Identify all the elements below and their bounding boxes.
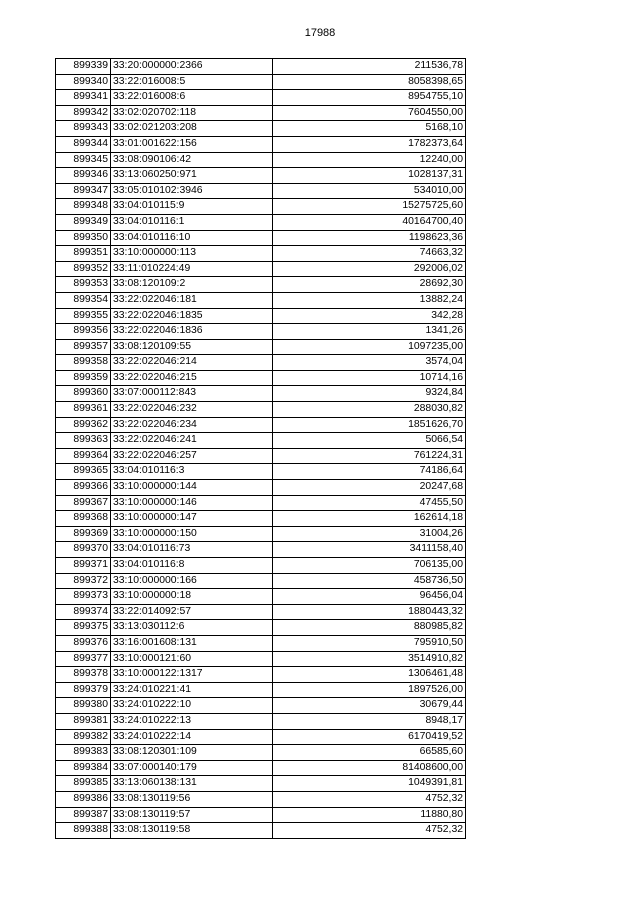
amount-cell: 4752,32: [273, 823, 466, 839]
row-id-cell: 899345: [56, 152, 111, 168]
row-id-cell: 899378: [56, 667, 111, 683]
row-id-cell: 899388: [56, 823, 111, 839]
amount-cell: 1028137,31: [273, 168, 466, 184]
table-row: [56, 480, 466, 496]
cadastral-code-cell: 33:22:022046:232: [111, 402, 273, 418]
cadastral-code-cell: 33:13:030112:6: [111, 620, 273, 636]
cadastral-code-cell: 33:04:010116:10: [111, 230, 273, 246]
table-row: [56, 542, 466, 558]
row-id-cell: 899361: [56, 402, 111, 418]
table-row: [56, 558, 466, 574]
cadastral-code-cell: 33:24:010222:13: [111, 713, 273, 729]
amount-cell: 1097235,00: [273, 339, 466, 355]
amount-cell: 288030,82: [273, 402, 466, 418]
row-id-cell: 899373: [56, 589, 111, 605]
row-id-cell: 899355: [56, 308, 111, 324]
amount-cell: 458736,50: [273, 573, 466, 589]
table-row: [56, 152, 466, 168]
cadastral-code-cell: 33:22:022046:215: [111, 370, 273, 386]
table-row: [56, 59, 466, 75]
amount-cell: 4752,32: [273, 791, 466, 807]
cadastral-code-cell: 33:22:016008:5: [111, 74, 273, 90]
row-id-cell: 899343: [56, 121, 111, 137]
table-row: [56, 214, 466, 230]
row-id-cell: 899352: [56, 261, 111, 277]
table-row: [56, 464, 466, 480]
table-row: [56, 402, 466, 418]
cadastral-code-cell: 33:22:014092:57: [111, 604, 273, 620]
cadastral-code-cell: 33:22:022046:1836: [111, 324, 273, 340]
amount-cell: 3514910,82: [273, 651, 466, 667]
table-row: [56, 713, 466, 729]
amount-cell: 7604550,00: [273, 105, 466, 121]
amount-cell: 211536,78: [273, 59, 466, 75]
cadastral-code-cell: 33:13:060138:131: [111, 776, 273, 792]
row-id-cell: 899357: [56, 339, 111, 355]
table-row: [56, 246, 466, 262]
table-row: [56, 121, 466, 137]
cadastral-code-cell: 33:02:020702:118: [111, 105, 273, 121]
table-row: [56, 776, 466, 792]
cadastral-code-cell: 33:07:000112:843: [111, 386, 273, 402]
cadastral-code-cell: 33:10:000000:18: [111, 589, 273, 605]
row-id-cell: 899375: [56, 620, 111, 636]
amount-cell: 13882,24: [273, 292, 466, 308]
row-id-cell: 899383: [56, 745, 111, 761]
row-id-cell: 899366: [56, 480, 111, 496]
cadastral-code-cell: 33:04:010116:3: [111, 464, 273, 480]
cadastral-code-cell: 33:11:010224:49: [111, 261, 273, 277]
cadastral-code-cell: 33:22:016008:6: [111, 90, 273, 106]
amount-cell: 1897526,00: [273, 682, 466, 698]
row-id-cell: 899364: [56, 448, 111, 464]
row-id-cell: 899382: [56, 729, 111, 745]
table-row: [56, 105, 466, 121]
table-row: [56, 183, 466, 199]
amount-cell: 30679,44: [273, 698, 466, 714]
row-id-cell: 899385: [56, 776, 111, 792]
cadastral-code-cell: 33:22:022046:181: [111, 292, 273, 308]
amount-cell: 81408600,00: [273, 760, 466, 776]
cadastral-code-cell: 33:04:010116:8: [111, 558, 273, 574]
amount-cell: 1198623,36: [273, 230, 466, 246]
amount-cell: 534010,00: [273, 183, 466, 199]
row-id-cell: 899356: [56, 324, 111, 340]
row-id-cell: 899348: [56, 199, 111, 215]
table-row: [56, 620, 466, 636]
table-row: [56, 370, 466, 386]
table-row: [56, 573, 466, 589]
amount-cell: 15275725,60: [273, 199, 466, 215]
amount-cell: 31004,26: [273, 526, 466, 542]
amount-cell: 9324,84: [273, 386, 466, 402]
cadastral-code-cell: 33:24:010222:14: [111, 729, 273, 745]
amount-cell: 292006,02: [273, 261, 466, 277]
table-row: [56, 74, 466, 90]
amount-cell: 706135,00: [273, 558, 466, 574]
table-row: [56, 230, 466, 246]
table-row: [56, 448, 466, 464]
cadastral-code-cell: 33:02:021203:208: [111, 121, 273, 137]
row-id-cell: 899340: [56, 74, 111, 90]
cadastral-code-cell: 33:08:130119:57: [111, 807, 273, 823]
row-id-cell: 899377: [56, 651, 111, 667]
row-id-cell: 899354: [56, 292, 111, 308]
cadastral-code-cell: 33:24:010221:41: [111, 682, 273, 698]
amount-cell: 342,28: [273, 308, 466, 324]
amount-cell: 795910,50: [273, 635, 466, 651]
amount-cell: 74186,64: [273, 464, 466, 480]
table-row: [56, 682, 466, 698]
table-row: [56, 745, 466, 761]
row-id-cell: 899363: [56, 433, 111, 449]
table-row: [56, 386, 466, 402]
amount-cell: 162614,18: [273, 511, 466, 527]
cadastral-code-cell: 33:10:000000:113: [111, 246, 273, 262]
row-id-cell: 899372: [56, 573, 111, 589]
row-id-cell: 899370: [56, 542, 111, 558]
amount-cell: 10714,16: [273, 370, 466, 386]
table-row: [56, 698, 466, 714]
cadastral-code-cell: 33:10:000000:147: [111, 511, 273, 527]
cadastral-code-cell: 33:10:000000:150: [111, 526, 273, 542]
row-id-cell: 899369: [56, 526, 111, 542]
table-row: [56, 823, 466, 839]
cadastral-code-cell: 33:04:010116:73: [111, 542, 273, 558]
row-id-cell: 899371: [56, 558, 111, 574]
amount-cell: 880985,82: [273, 620, 466, 636]
row-id-cell: 899384: [56, 760, 111, 776]
cadastral-code-cell: 33:08:130119:58: [111, 823, 273, 839]
row-id-cell: 899379: [56, 682, 111, 698]
cadastral-code-cell: 33:22:022046:257: [111, 448, 273, 464]
table-row: [56, 807, 466, 823]
amount-cell: 5066,54: [273, 433, 466, 449]
cadastral-code-cell: 33:01:001622:156: [111, 136, 273, 152]
amount-cell: 1880443,32: [273, 604, 466, 620]
table-row: [56, 635, 466, 651]
row-id-cell: 899360: [56, 386, 111, 402]
amount-cell: 3574,04: [273, 355, 466, 371]
amount-cell: 8948,17: [273, 713, 466, 729]
table-row: [56, 136, 466, 152]
table-row: [56, 526, 466, 542]
table-row: [56, 760, 466, 776]
amount-cell: 20247,68: [273, 480, 466, 496]
row-id-cell: 899368: [56, 511, 111, 527]
amount-cell: 6170419,52: [273, 729, 466, 745]
cadastral-code-cell: 33:22:022046:1835: [111, 308, 273, 324]
table-row: [56, 277, 466, 293]
row-id-cell: 899376: [56, 635, 111, 651]
table-row: [56, 729, 466, 745]
row-id-cell: 899344: [56, 136, 111, 152]
amount-cell: 1782373,64: [273, 136, 466, 152]
row-id-cell: 899339: [56, 59, 111, 75]
table-row: [56, 261, 466, 277]
row-id-cell: 899358: [56, 355, 111, 371]
cadastral-code-cell: 33:08:130119:56: [111, 791, 273, 807]
data-table: [55, 58, 466, 839]
cadastral-code-cell: 33:10:000121:60: [111, 651, 273, 667]
amount-cell: 47455,50: [273, 495, 466, 511]
row-id-cell: 899342: [56, 105, 111, 121]
row-id-cell: 899381: [56, 713, 111, 729]
cadastral-code-cell: 33:04:010116:1: [111, 214, 273, 230]
cadastral-code-cell: 33:10:000122:1317: [111, 667, 273, 683]
amount-cell: 5168,10: [273, 121, 466, 137]
cadastral-code-cell: 33:22:022046:234: [111, 417, 273, 433]
table-body: [56, 59, 466, 839]
amount-cell: 40164700,40: [273, 214, 466, 230]
amount-cell: 1306461,48: [273, 667, 466, 683]
cadastral-code-cell: 33:05:010102:3946: [111, 183, 273, 199]
table-row: [56, 651, 466, 667]
row-id-cell: 899341: [56, 90, 111, 106]
table-row: [56, 199, 466, 215]
row-id-cell: 899353: [56, 277, 111, 293]
table-row: [56, 791, 466, 807]
table-row: [56, 589, 466, 605]
row-id-cell: 899346: [56, 168, 111, 184]
amount-cell: 96456,04: [273, 589, 466, 605]
amount-cell: 761224,31: [273, 448, 466, 464]
table-row: [56, 495, 466, 511]
row-id-cell: 899380: [56, 698, 111, 714]
row-id-cell: 899349: [56, 214, 111, 230]
table-row: [56, 308, 466, 324]
cadastral-code-cell: 33:08:120109:55: [111, 339, 273, 355]
table-row: [56, 417, 466, 433]
row-id-cell: 899367: [56, 495, 111, 511]
cadastral-code-cell: 33:08:120301:109: [111, 745, 273, 761]
page-number: 17988: [304, 27, 336, 39]
cadastral-code-cell: 33:24:010222:10: [111, 698, 273, 714]
amount-cell: 74663,32: [273, 246, 466, 262]
table-row: [56, 90, 466, 106]
amount-cell: 8954755,10: [273, 90, 466, 106]
cadastral-code-cell: 33:10:000000:144: [111, 480, 273, 496]
cadastral-code-cell: 33:08:090106:42: [111, 152, 273, 168]
row-id-cell: 899350: [56, 230, 111, 246]
row-id-cell: 899386: [56, 791, 111, 807]
amount-cell: 11880,80: [273, 807, 466, 823]
amount-cell: 12240,00: [273, 152, 466, 168]
row-id-cell: 899351: [56, 246, 111, 262]
table-row: [56, 667, 466, 683]
amount-cell: 28692,30: [273, 277, 466, 293]
cadastral-code-cell: 33:16:001608:131: [111, 635, 273, 651]
table-row: [56, 433, 466, 449]
table-row: [56, 168, 466, 184]
amount-cell: 1049391,81: [273, 776, 466, 792]
row-id-cell: 899359: [56, 370, 111, 386]
table-row: [56, 604, 466, 620]
amount-cell: 1851626,70: [273, 417, 466, 433]
row-id-cell: 899365: [56, 464, 111, 480]
table-row: [56, 511, 466, 527]
amount-cell: 66585,60: [273, 745, 466, 761]
table-row: [56, 324, 466, 340]
row-id-cell: 899374: [56, 604, 111, 620]
row-id-cell: 899362: [56, 417, 111, 433]
row-id-cell: 899347: [56, 183, 111, 199]
cadastral-code-cell: 33:10:000000:146: [111, 495, 273, 511]
cadastral-code-cell: 33:10:000000:166: [111, 573, 273, 589]
table-row: [56, 339, 466, 355]
amount-cell: 8058398,65: [273, 74, 466, 90]
cadastral-code-cell: 33:08:120109:2: [111, 277, 273, 293]
cadastral-code-cell: 33:22:022046:241: [111, 433, 273, 449]
cadastral-code-cell: 33:22:022046:214: [111, 355, 273, 371]
row-id-cell: 899387: [56, 807, 111, 823]
cadastral-code-cell: 33:13:060250:971: [111, 168, 273, 184]
amount-cell: 1341,26: [273, 324, 466, 340]
cadastral-code-cell: 33:04:010115:9: [111, 199, 273, 215]
table-row: [56, 292, 466, 308]
cadastral-code-cell: 33:20:000000:2366: [111, 59, 273, 75]
cadastral-code-cell: 33:07:000140:179: [111, 760, 273, 776]
amount-cell: 3411158,40: [273, 542, 466, 558]
table-row: [56, 355, 466, 371]
